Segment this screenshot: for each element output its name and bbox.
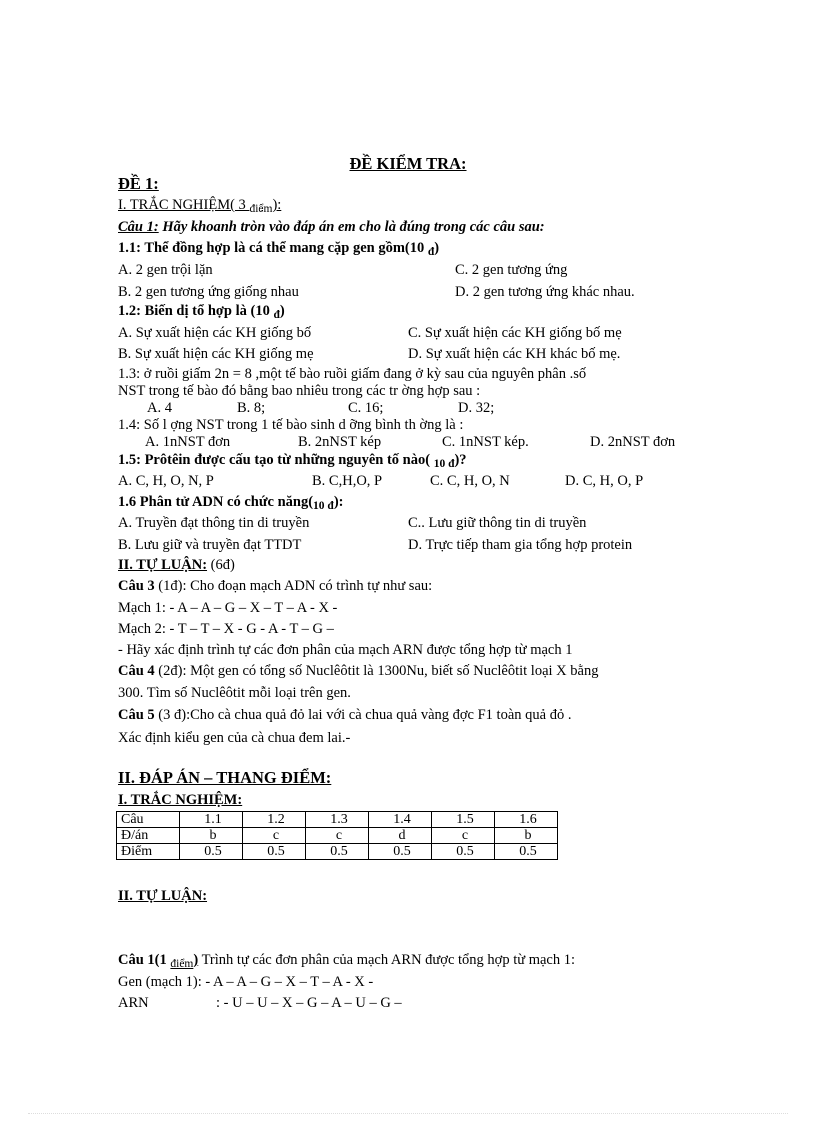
table-row-answers — [117, 828, 558, 844]
option-1-6-a: A. Truyền đạt thông tin di truyền — [118, 515, 310, 531]
table-cell: 0.5 — [243, 844, 306, 860]
question-1-3-line1: 1.3: ở ruồi giấm 2n = 8 ,một tế bào ruồi giấm đang ở kỳ sau của nguyên phân .số — [118, 366, 587, 382]
option-1-3-a: A. 4 — [147, 400, 172, 416]
table-cell: d — [369, 828, 432, 844]
option-1-4-d: D. 2nNST đơn — [590, 434, 676, 450]
table-row-points — [117, 844, 558, 860]
question-1-instruction: Câu 1: Hãy khoanh tròn vào đáp án em cho là đúng trong các câu sau: — [118, 219, 545, 235]
option-1-5-a: A. C, H, O, N, P — [118, 473, 214, 489]
table-cell: Điểm — [117, 844, 180, 860]
table-cell: b — [495, 828, 558, 844]
option-1-2-c: C. Sự xuất hiện các KH giống bố mẹ — [408, 325, 622, 341]
answer-table — [116, 811, 558, 860]
table-cell: 0.5 — [306, 844, 369, 860]
table-cell: 0.5 — [432, 844, 495, 860]
table-cell: 1.1 — [180, 812, 243, 828]
option-1-2-a: A. Sự xuất hiện các KH giống bố — [118, 325, 312, 341]
question-1-3-line2: NST trong tế bào đó bằng bao nhiêu trong các tr ờng hợp sau : — [118, 383, 481, 399]
section-multiple-choice: I. TRẮC NGHIỆM( 3 $_{điểm}$): — [118, 197, 282, 215]
option-1-6-b: B. Lưu giữ và truyền đạt TTDT — [118, 537, 302, 553]
option-1-2-d: D. Sự xuất hiện các KH khác bố mẹ. — [408, 346, 621, 362]
table-cell: c — [306, 828, 369, 844]
section-essay: II. TỰ LUẬN: (6đ) — [118, 557, 235, 573]
option-1-5-c: C. C, H, O, N — [430, 473, 510, 489]
table-cell: 1.3 — [306, 812, 369, 828]
table-cell: 1.4 — [369, 812, 432, 828]
exam-number: ĐỀ 1: — [118, 174, 159, 193]
question-1-2: 1.2: Biến dị tổ hợp là (10 $_đ$) — [118, 303, 285, 321]
option-1-1-b: B. 2 gen tương ứng giống nhau — [118, 284, 299, 300]
answer-1-gen: Gen (mạch 1): - A – A – G – X – T – A - X - — [118, 974, 374, 990]
option-1-6-d: D. Trực tiếp tham gia tổng hợp protein — [408, 537, 633, 553]
page-title: ĐỀ KIỂM TRA: — [349, 154, 467, 173]
option-1-6-c: C.. Lưu giữ thông tin di truyền — [408, 515, 587, 531]
option-1-3-c: C. 16; — [348, 400, 384, 416]
option-1-5-b: B. C,H,O, P — [312, 473, 383, 489]
option-1-4-b: B. 2nNST kép — [298, 434, 382, 450]
table-cell: b — [180, 828, 243, 844]
table-cell: 1.2 — [243, 812, 306, 828]
dna-strand-1: Mạch 1: - A – A – G – X – T – A - X - — [118, 600, 338, 616]
table-cell: 0.5 — [495, 844, 558, 860]
table-cell: c — [432, 828, 495, 844]
option-1-4-a: A. 1nNST đơn — [145, 434, 231, 450]
question-4: Câu 4 (2đ): Một gen có tổng số Nuclêôtit là 1300Nu, biết số Nuclêôtit loại X bằng — [118, 663, 599, 679]
question-1-6: 1.6 Phân tử ADN có chức $năng(_{10 đ})$: — [118, 494, 344, 512]
dna-strand-2: Mạch 2: - T – T – X - G - A - T – G – — [118, 621, 334, 637]
option-1-5-d: D. C, H, O, P — [565, 473, 644, 489]
answer-essay: II. TỰ LUẬN: — [118, 888, 208, 904]
option-1-2-b: B. Sự xuất hiện các KH giống mẹ — [118, 346, 314, 362]
option-1-1-d: D. 2 gen tương ứng khác nhau. — [455, 284, 635, 300]
answer-1: Câu 1(1 $_{điểm}$) Trình tự các đơn phân của mạch ARN được tổng hợp từ mạch 1: — [118, 952, 576, 970]
question-4-line2: 300. Tìm số Nuclêôtit mỗi loại trên gen. — [118, 685, 351, 701]
question-3-request: - Hãy xác định trình tự các đơn phân của mạch ARN được tổng hợp từ mạch 1 — [118, 642, 573, 658]
answer-multiple-choice: I. TRẮC NGHIỆM: — [118, 792, 243, 808]
answer-1-arn-label: ARN — [118, 995, 149, 1011]
question-1-4: 1.4: Số l ợng NST trong 1 tế bào sinh d ỡng bình th ờng là : — [118, 417, 464, 433]
table-cell: 1.5 — [432, 812, 495, 828]
question-1-1: 1.1: Thể đồng hợp là cá thể mang cặp gen gồm(10 $_đ$) — [118, 240, 440, 258]
table-cell: 1.6 — [495, 812, 558, 828]
option-1-3-b: B. 8; — [237, 400, 266, 416]
question-1-5: 1.5: Prôtêin được cấu tạo từ những nguyên tố nào( $_{10 đ}$)? — [118, 452, 467, 470]
question-5-line2: Xác định kiểu gen của cà chua đem lai.- — [118, 730, 351, 746]
option-1-4-c: C. 1nNST kép. — [442, 434, 529, 450]
table-row-header — [117, 812, 558, 828]
option-1-1-a: A. 2 gen trội lặn — [118, 262, 213, 278]
option-1-1-c: C. 2 gen tương ứng — [455, 262, 568, 278]
table-cell: 0.5 — [369, 844, 432, 860]
table-cell: Câu — [117, 812, 180, 828]
table-cell: 0.5 — [180, 844, 243, 860]
page-bottom-divider — [28, 1113, 788, 1114]
answer-1-arn: : - U – U – X – G – A – U – G – — [216, 995, 402, 1011]
answer-key-title: II. ĐÁP ÁN – THANG ĐIỂM: — [118, 768, 332, 787]
question-3: Câu 3 (1đ): Cho đoạn mạch ADN có trình tự như sau: — [118, 578, 433, 594]
option-1-3-d: D. 32; — [458, 400, 495, 416]
table-cell: Đ/án — [117, 828, 180, 844]
table-cell: c — [243, 828, 306, 844]
question-5: Câu 5 (3 đ):Cho cà chua quả đỏ lai với cà chua quả vàng đợc F1 toàn quả đỏ . — [118, 707, 572, 723]
